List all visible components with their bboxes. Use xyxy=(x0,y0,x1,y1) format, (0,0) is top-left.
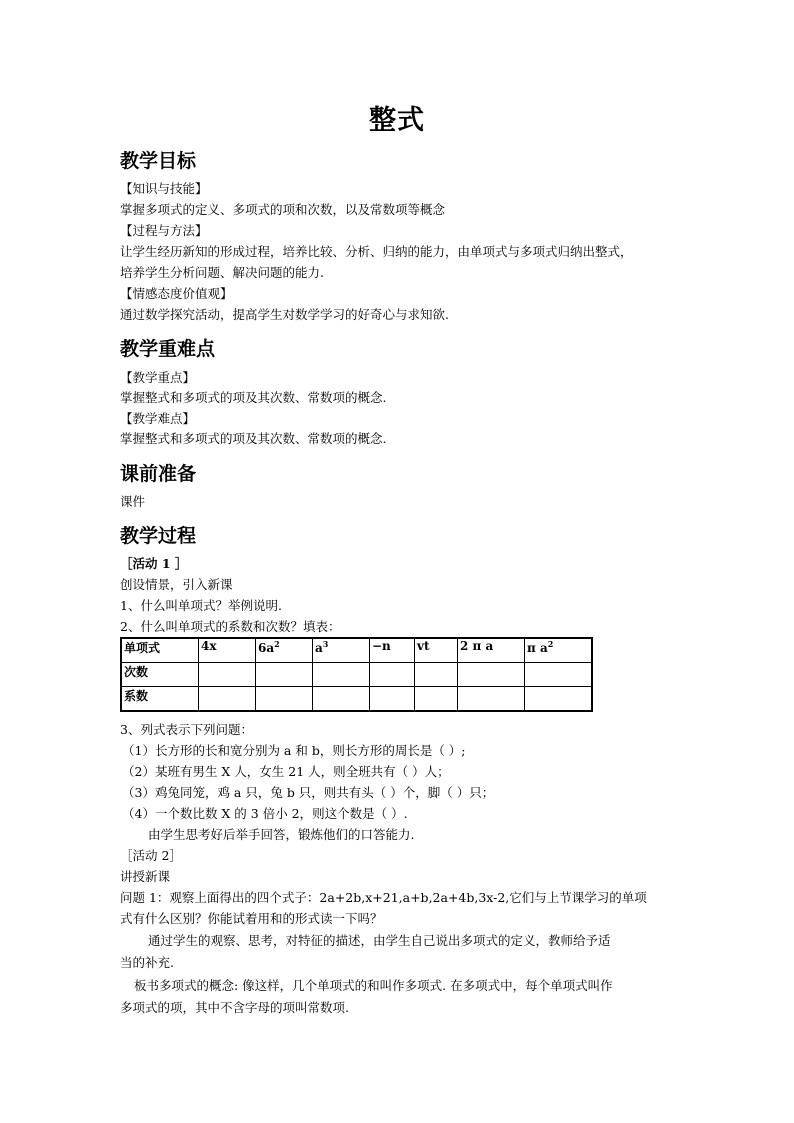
table-row xyxy=(121,663,592,687)
heading-process: 教学过程 xyxy=(120,525,197,547)
table-cell xyxy=(256,687,313,712)
table-cell: 系数 xyxy=(121,687,199,712)
activity1-intro: 创设情景，引入新课 xyxy=(120,577,233,592)
table-cell xyxy=(525,687,593,712)
q3-item-1: （1）长方形的长和宽分别为 a 和 b，则长方形的周长是（ ）; xyxy=(122,743,466,758)
table-header-cell: $a^3$ xyxy=(313,638,370,663)
process-label: 【过程与方法】 xyxy=(120,223,208,238)
table-row xyxy=(121,687,592,712)
heading-key-points: 教学重难点 xyxy=(120,338,216,360)
document-title: 整式 xyxy=(369,105,425,136)
table-header-cell: 单项式 xyxy=(121,638,199,663)
table-cell xyxy=(370,663,415,687)
table-header-cell: 2 π a xyxy=(458,638,525,663)
difficulty-text: 掌握整式和多项式的项及其次数、常数项的概念. xyxy=(120,431,387,446)
knowledge-label: 【知识与技能】 xyxy=(120,181,208,196)
table-header-cell: vt xyxy=(415,638,458,663)
table-header-cell: 4x xyxy=(199,638,256,663)
process-text-1: 让学生经历新知的形成过程，培养比较、分析、归纳的能力，由单项式与多项式归纳出整式， xyxy=(120,244,633,259)
question-3: 3、列式表示下列问题： xyxy=(120,722,253,737)
table-cell: 次数 xyxy=(121,663,199,687)
table-cell xyxy=(313,687,370,712)
q3-note: 由学生思考好后举手回答，锻炼他们的口答能力. xyxy=(148,827,415,842)
problem1-line-1: 问题 1：观察上面得出的四个式子：2a+2b,x+21,a+b,2a+4b,3x-2,它们与上节课学习的单项 xyxy=(120,890,647,905)
monomial-table xyxy=(120,637,593,712)
concept-line-2: 多项式的项，其中不含字母的项叫常数项. xyxy=(120,1000,349,1015)
heading-goals: 教学目标 xyxy=(120,150,197,172)
question-1: 1、什么叫单项式？举例说明. xyxy=(120,598,282,613)
table-header-cell: $6a^2$ xyxy=(256,638,313,663)
process-text-2: 培养学生分析问题、解决问题的能力. xyxy=(120,265,324,280)
question-2: 2、什么叫单项式的系数和次数？填表： xyxy=(120,619,341,634)
activity2-label: ［活动 2］ xyxy=(120,848,182,863)
table-cell xyxy=(370,687,415,712)
table-header-cell: −n xyxy=(370,638,415,663)
heading-prep: 课前准备 xyxy=(120,463,197,485)
table-cell xyxy=(313,663,370,687)
prep-text: 课件 xyxy=(120,494,146,509)
explain-line-1: 通过学生的观察、思考，对特征的描述，由学生自己说出多项式的定义，教师给予适 xyxy=(148,933,611,948)
q3-item-4: （4）一个数比数 X 的 3 倍小 2，则这个数是（ ）. xyxy=(122,806,408,821)
focus-label: 【教学重点】 xyxy=(120,370,196,385)
q3-item-3: （3）鸡兔同笼，鸡 a 只，兔 b 只，则共有头（ ）个，脚（ ）只； xyxy=(122,785,495,800)
table-cell xyxy=(458,687,525,712)
concept-line-1: 板书多项式的概念: 像这样，几个单项式的和叫作多项式. 在多项式中，每个单项式叫作 xyxy=(134,978,613,993)
emotion-label: 【情感态度价值观】 xyxy=(120,286,233,301)
explain-line-2: 当的补充. xyxy=(120,955,174,970)
activity1-label: ［活动 1 ］ xyxy=(120,556,188,571)
difficulty-label: 【教学难点】 xyxy=(120,411,196,426)
table-cell xyxy=(458,663,525,687)
knowledge-text: 掌握多项式的定义、多项式的项和次数，以及常数项等概念 xyxy=(120,202,446,217)
table-header-row xyxy=(121,638,592,663)
table-header-cell: π $a^2$ xyxy=(525,638,593,663)
table-cell xyxy=(415,687,458,712)
table-cell xyxy=(199,687,256,712)
focus-text: 掌握整式和多项式的项及其次数、常数项的概念. xyxy=(120,390,387,405)
activity2-intro: 讲授新课 xyxy=(120,869,171,884)
table-cell xyxy=(199,663,256,687)
problem1-line-2: 式有什么区别？你能试着用和的形式读一下吗？ xyxy=(120,911,383,926)
table-cell xyxy=(256,663,313,687)
q3-item-2: （2）某班有男生 X 人，女生 21 人，则全班共有（ ）人； xyxy=(122,764,450,779)
emotion-text: 通过数学探究活动，提高学生对数学学习的好奇心与求知欲. xyxy=(120,307,449,322)
table-cell xyxy=(525,663,593,687)
table-cell xyxy=(415,663,458,687)
